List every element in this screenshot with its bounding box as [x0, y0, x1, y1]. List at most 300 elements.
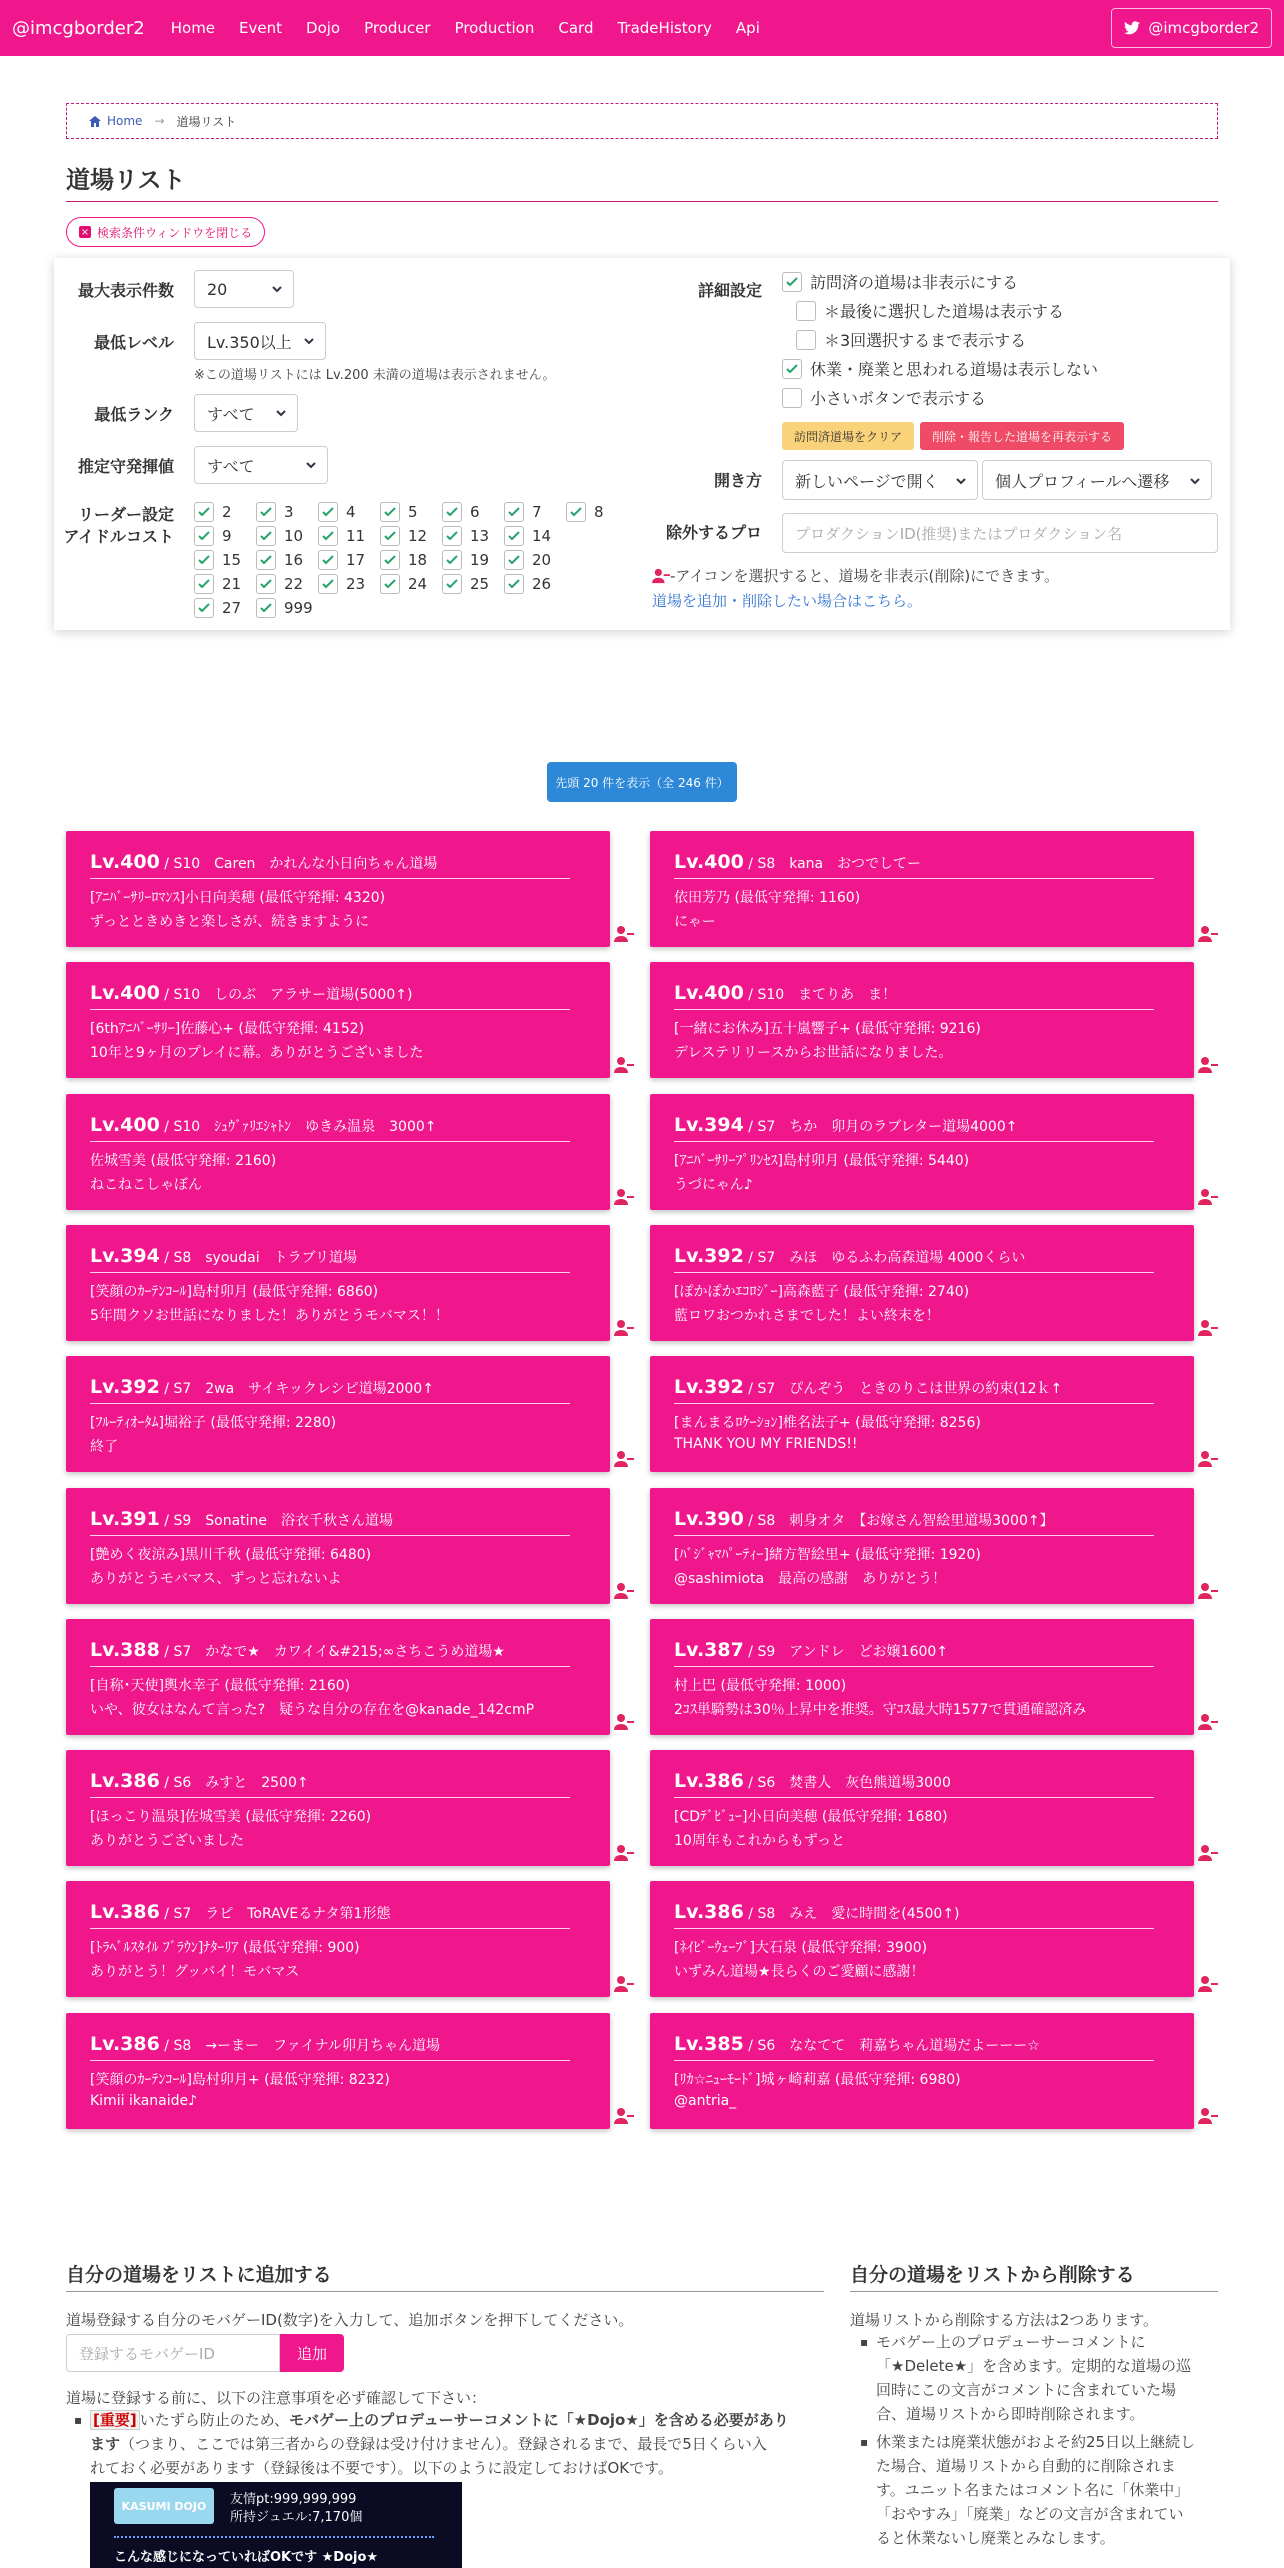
user-icon-note-text: -アイコンを選択すると、道場を非表示(削除)にできます。 — [670, 567, 1059, 585]
dojo-comment: にゃー — [674, 914, 716, 930]
dojo-header — [674, 1901, 1154, 1929]
dojo-level: Lv.400 — [90, 982, 160, 1005]
checkbox-checked[interactable] — [318, 574, 338, 594]
dojo-card[interactable] — [650, 1881, 1194, 1997]
mobage-id-input[interactable]: 登録するモバゲーID — [66, 2334, 280, 2372]
dojo-comment: 藍ロワおつかれさまでした！よい終末を！ — [674, 1307, 940, 1324]
user-minus-icon[interactable] — [614, 1188, 634, 1206]
dojo-card[interactable] — [650, 1750, 1194, 1866]
dojo-meta: / S6 みすと 2500↑ — [159, 1775, 309, 1792]
user-minus-icon[interactable] — [1198, 2107, 1218, 2125]
cost-checkbox[interactable] — [194, 500, 252, 524]
user-minus-icon[interactable] — [614, 1975, 634, 1993]
dojo-card[interactable] — [66, 2013, 610, 2129]
dojo-card[interactable] — [650, 2013, 1194, 2129]
example-line-1: 友情pt:999,999,999 — [230, 2492, 357, 2507]
dojo-header — [674, 1639, 1154, 1667]
caution-bold: モバゲー上のプロデューサーコメントに「★Dojo★」を含める必要があり — [289, 2411, 789, 2429]
remove-bullet-2-line: す。ユニット名またはコメント名に「休業中」 — [876, 2481, 1190, 2499]
remove-bullet-2 — [876, 2430, 1222, 2550]
dojo-level: Lv.386 — [90, 2032, 160, 2055]
breadcrumb-home-label: Home — [107, 114, 143, 128]
dojo-level: Lv.400 — [90, 1113, 160, 1136]
checkbox-unchecked[interactable] — [782, 388, 802, 408]
user-minus-icon[interactable] — [1198, 1844, 1218, 1862]
dojo-meta: / S10 まてりあ ま！ — [743, 987, 897, 1004]
dojo-card[interactable] — [66, 1094, 610, 1210]
dojo-meta: / S10 Caren かれんな小日向ちゃん道場 — [159, 856, 438, 872]
chevron-down-icon — [1189, 475, 1201, 487]
cost-value: 2 — [222, 503, 232, 521]
checkbox-checked[interactable] — [566, 502, 586, 522]
max-count-label: 最大表示件数 — [77, 281, 174, 300]
user-minus-icon[interactable] — [614, 1450, 634, 1468]
dojo-card[interactable] — [66, 1750, 610, 1866]
detail-option-4-label: 休業・廃業と思われる道場は表示しない — [810, 360, 1099, 379]
cost-checkbox[interactable] — [194, 548, 252, 572]
user-minus-icon[interactable] — [614, 925, 634, 943]
checkbox-checked[interactable] — [504, 574, 524, 594]
defense-select[interactable] — [194, 446, 328, 484]
user-minus-icon[interactable] — [614, 1713, 634, 1731]
cost-value: 15 — [222, 551, 242, 569]
nav-event[interactable]: Event — [239, 19, 283, 37]
user-minus-icon[interactable] — [1198, 1188, 1218, 1206]
user-minus-icon[interactable] — [614, 1056, 634, 1074]
dojo-level: Lv.386 — [674, 1770, 744, 1793]
exclude-production-input[interactable]: プロダクションID(推奨)またはプロダクション名 — [782, 513, 1218, 553]
check-icon — [569, 505, 583, 519]
checkbox-checked[interactable] — [194, 526, 214, 546]
close-icon: × — [80, 226, 90, 238]
nav-producer[interactable]: Producer — [364, 19, 431, 37]
remove-bullet-2-line: ▪ 休業または廃業状態がおよそ約25日以上継続し — [876, 2433, 1196, 2451]
dojo-meta: / S8 kana おつでしてー — [743, 856, 921, 872]
cost-value: 5 — [408, 503, 418, 521]
dojo-level: Lv.394 — [674, 1113, 744, 1136]
check-icon — [321, 505, 335, 519]
checkbox-checked[interactable] — [782, 359, 802, 379]
caution-bold-2: ます — [90, 2435, 121, 2453]
dojo-card[interactable] — [66, 831, 610, 947]
dojo-card[interactable] — [66, 1225, 610, 1341]
important-tag: [重要] — [90, 2410, 140, 2430]
breadcrumb-home[interactable] — [89, 114, 142, 128]
dojo-level: Lv.388 — [90, 1638, 160, 1661]
checkbox-unchecked[interactable] — [796, 330, 816, 350]
check-icon — [259, 553, 273, 567]
cost-value: 4 — [346, 503, 356, 521]
min-rank-select[interactable] — [194, 394, 298, 432]
twitter-handle: @imcgborder2 — [1148, 19, 1259, 37]
user-icon-note — [652, 565, 1059, 586]
dojo-header — [90, 1901, 570, 1929]
checkbox-checked[interactable] — [256, 502, 276, 522]
dojo-comment: デレステリリースからお世話になりました。 — [674, 1045, 953, 1062]
dojo-meta: / S8 みえ 愛に時間を(4500↑) — [743, 1906, 960, 1923]
check-icon — [507, 529, 521, 543]
cost-row — [194, 596, 634, 620]
dojo-meta: / S7 2wa サイキックレシピ道場2000↑ — [159, 1381, 434, 1398]
checkbox-checked[interactable] — [318, 550, 338, 570]
remove-bullet-1-line: 回時にこの文言がコメントに含まれていた場 — [876, 2381, 1177, 2399]
checkbox-checked[interactable] — [256, 526, 276, 546]
cost-value: 22 — [284, 575, 304, 593]
dojo-level: Lv.390 — [674, 1507, 744, 1530]
dojo-level: Lv.385 — [674, 2032, 744, 2055]
cost-checkbox[interactable] — [380, 524, 438, 548]
check-icon — [507, 505, 521, 519]
detail-option-5[interactable] — [782, 386, 986, 409]
navbar — [0, 0, 1284, 56]
max-count-select[interactable] — [194, 270, 294, 308]
dojo-level: Lv.400 — [90, 851, 160, 873]
dojo-meta: / S7 ラピ ToRAVEるナタ第1形態 — [159, 1906, 391, 1923]
dojo-header — [674, 851, 1154, 879]
dojo-header — [90, 1114, 570, 1142]
dojo-level: Lv.392 — [674, 1376, 744, 1399]
dojo-meta: / S10 しのぶ アラサー道場(5000↑) — [159, 987, 413, 1004]
dojo-header — [90, 1245, 570, 1273]
dojo-leader: [艶めく夜涼み]黒川千秋 (最低守発揮: 6480) — [90, 1546, 372, 1563]
cost-value: 20 — [532, 551, 552, 569]
cost-checkbox[interactable] — [442, 548, 500, 572]
check-icon — [259, 529, 273, 543]
checkbox-checked[interactable] — [256, 598, 276, 618]
user-minus-icon[interactable] — [1198, 1582, 1218, 1600]
dojo-header — [90, 1639, 570, 1667]
dojo-level: Lv.386 — [90, 1901, 160, 1924]
dojo-card[interactable] — [650, 962, 1194, 1078]
user-minus-icon[interactable] — [614, 1582, 634, 1600]
profile-mode-select[interactable] — [982, 460, 1212, 500]
dojo-leader: [ｱﾆﾊﾞｰｻﾘｰﾌﾟﾘﾝｾｽ]島村卯月 (最低守発揮: 5440) — [674, 1152, 970, 1169]
home-icon — [89, 116, 101, 127]
checkbox-checked[interactable] — [782, 272, 802, 292]
min-level-select[interactable] — [194, 322, 326, 360]
cost-value: 12 — [408, 527, 428, 545]
nav-api[interactable]: Api — [735, 19, 760, 37]
dojo-comment: 終了 — [90, 1439, 118, 1456]
cost-checkbox[interactable] — [442, 572, 500, 596]
dojo-meta: / S7 ちか 卯月のラブレター道場4000↑ — [743, 1118, 1018, 1135]
dojo-leader: [ぽかぽかｴｺﾛｼﾞｰ]高森藍子 (最低守発揮: 2740) — [674, 1283, 970, 1300]
dojo-leader: [ほっこり温泉]佐城雪美 (最低守発揮: 2260) — [90, 1809, 372, 1826]
check-icon — [445, 505, 459, 519]
check-icon — [321, 529, 335, 543]
user-minus-icon[interactable] — [1198, 1056, 1218, 1074]
detail-option-4[interactable] — [782, 357, 1098, 380]
cost-value: 18 — [408, 551, 428, 569]
dojo-leader: [6thｱﾆﾊﾞｰｻﾘｰ]佐藤心+ (最低守発揮: 4152) — [90, 1021, 365, 1038]
checkbox-checked[interactable] — [194, 502, 214, 522]
dojo-level: Lv.392 — [674, 1244, 744, 1267]
checkbox-checked[interactable] — [442, 550, 462, 570]
caution-text-c: れておく必要があります（登録後は不要です）。以下のように設定しておけばOKです。 — [90, 2459, 673, 2477]
check-icon — [383, 505, 397, 519]
user-minus-icon[interactable] — [1198, 925, 1218, 943]
cost-value: 19 — [470, 551, 490, 569]
dojo-meta: / S6 ななてて 莉嘉ちゃん道場だよーーー☆ — [743, 2037, 1040, 2054]
dojo-card[interactable] — [650, 1619, 1194, 1735]
cost-checkbox[interactable] — [256, 596, 314, 620]
min-level-note: ※この道場リストには Lv.200 未満の道場は表示されません。 — [194, 368, 556, 383]
user-minus-icon[interactable] — [1198, 1450, 1218, 1468]
open-mode-label: 開き方 — [713, 471, 762, 490]
caution-bullet — [90, 2408, 830, 2480]
cost-value: 27 — [222, 599, 242, 617]
chevron-down-icon — [955, 475, 967, 487]
check-icon — [197, 505, 211, 519]
check-icon — [197, 553, 211, 567]
cost-checkbox[interactable] — [380, 500, 438, 524]
defense-value: すべて — [207, 456, 255, 476]
add-section-title: 自分の道場をリストに追加する — [66, 2260, 824, 2292]
checkbox-checked[interactable] — [380, 550, 400, 570]
dojo-meta: / S9 Sonatine 浴衣千秋さん道場 — [159, 1512, 394, 1529]
detail-option-3[interactable] — [796, 328, 1026, 351]
dojo-card[interactable] — [66, 1356, 610, 1472]
detail-option-1-label: 訪問済の道場は非表示にする — [810, 273, 1019, 292]
nav-home[interactable]: Home — [170, 19, 216, 37]
nav-dojo[interactable]: Dojo — [306, 19, 341, 37]
check-icon — [445, 529, 459, 543]
cost-checkbox[interactable] — [442, 524, 500, 548]
cost-checkbox[interactable] — [380, 548, 438, 572]
checkbox-checked[interactable] — [194, 574, 214, 594]
dojo-level: Lv.400 — [674, 982, 744, 1005]
dojo-leader: [笑顔のｶｰﾃﾝｺｰﾙ]島村卯月 (最低守発揮: 6860) — [90, 1283, 379, 1300]
checkbox-checked[interactable] — [318, 502, 338, 522]
min-level-value: Lv.350以上 — [207, 332, 292, 352]
checkbox-checked[interactable] — [318, 526, 338, 546]
cost-checkbox[interactable] — [194, 596, 252, 620]
twitter-button[interactable] — [1111, 8, 1272, 48]
example-divider — [114, 2536, 434, 2538]
cost-checkbox[interactable] — [318, 524, 376, 548]
caution-text-a: いたずら防止のため、 — [139, 2411, 290, 2429]
check-icon — [197, 577, 211, 591]
checkbox-checked[interactable] — [504, 550, 524, 570]
dojo-card[interactable] — [650, 1488, 1194, 1604]
check-icon — [383, 577, 397, 591]
checkbox-checked[interactable] — [380, 574, 400, 594]
close-filter-button[interactable] — [66, 217, 265, 247]
dojo-leader: [ﾄﾗﾍﾞﾙｽﾀｲﾙ ﾌﾞﾗｳﾝ]ﾅﾀｰﾘｱ (最低守発揮: 900) — [90, 1940, 360, 1957]
remove-bullet-2-line: た場合、道場リストから自動的に削除されま — [876, 2457, 1176, 2475]
dojo-meta: / S6 焚書人 灰色熊道場3000 — [743, 1775, 951, 1792]
nav-production[interactable]: Production — [454, 19, 535, 37]
user-minus-icon[interactable] — [1198, 1975, 1218, 1993]
brand-link[interactable]: @imcgborder2 — [12, 17, 145, 39]
dojo-leader: [ﾊﾞｼﾞｬﾏﾊﾟｰﾃｨｰ]緒方智絵里+ (最低守発揮: 1920) — [674, 1546, 981, 1563]
cost-checkbox[interactable] — [380, 572, 438, 596]
check-icon — [445, 553, 459, 567]
dojo-leader: [笑顔のｶｰﾃﾝｺｰﾙ]島村卯月+ (最低守発揮: 8232) — [90, 2071, 390, 2088]
dojo-header — [90, 2033, 570, 2061]
remove-bullet-2-line: 「おやすみ」「廃業」などの文言が含まれてい — [876, 2505, 1184, 2523]
dojo-card[interactable] — [66, 962, 610, 1078]
dojo-meta: / S7 みほ ゆるふわ高森道場 4000くらい — [743, 1249, 1026, 1266]
dojo-card[interactable] — [650, 1225, 1194, 1341]
example-badge: KASUMI DOJO — [114, 2488, 214, 2524]
example-line-3: こんな感じになっていればOKです ★Dojo★ — [114, 2550, 379, 2565]
cost-row — [194, 572, 634, 596]
cost-checkbox[interactable] — [256, 572, 314, 596]
dojo-meta: / S8 刺身オタ 【お嫁さん智絵里道場3000↑】 — [743, 1512, 1054, 1529]
dojo-comment: @sashimiota 最高の感謝 ありがとう！ — [674, 1570, 947, 1587]
cost-checkbox[interactable] — [194, 524, 252, 548]
check-icon — [507, 553, 521, 567]
cost-value: 11 — [346, 527, 366, 545]
check-icon — [197, 601, 211, 615]
cost-value: 8 — [594, 503, 604, 521]
checkbox-checked[interactable] — [442, 526, 462, 546]
open-mode-value: 新しいページで開く — [795, 471, 939, 491]
cost-checkbox[interactable] — [504, 500, 562, 524]
breadcrumb-separator: → — [154, 114, 165, 128]
cost-checkbox[interactable] — [504, 524, 562, 548]
show-results-button[interactable]: 先頭 20 件を表示（全 246 件） — [547, 762, 737, 802]
checkbox-checked[interactable] — [194, 550, 214, 570]
check-icon — [321, 577, 335, 591]
dojo-comment: いずみん道場★長らくのご愛顧に感謝！ — [674, 1964, 925, 1981]
checkbox-checked[interactable] — [442, 502, 462, 522]
max-count-value: 20 — [207, 279, 228, 299]
dojo-card[interactable] — [66, 1881, 610, 1997]
detail-option-5-label: 小さいボタンで表示する — [810, 389, 987, 408]
open-mode-select[interactable] — [782, 460, 978, 500]
dojo-header — [674, 2033, 1154, 2061]
filter-panel — [54, 258, 1230, 630]
dojo-leader: [ﾈｲﾋﾞｰｳｪｰﾌﾞ]大石泉 (最低守発揮: 3900) — [674, 1940, 928, 1957]
dojo-card[interactable] — [650, 1356, 1194, 1472]
dojo-level: Lv.392 — [90, 1376, 160, 1399]
check-icon — [507, 577, 521, 591]
checkbox-checked[interactable] — [256, 550, 276, 570]
dojo-leader: [CDﾃﾞﾋﾞｭｰ]小日向美穂 (最低守発揮: 1680) — [674, 1809, 948, 1826]
dojo-card[interactable] — [650, 831, 1194, 947]
cost-label-line1: リーダー設定 — [77, 505, 174, 524]
nav-tradehistory[interactable]: TradeHistory — [617, 19, 712, 37]
chevron-down-icon — [303, 335, 315, 347]
check-icon — [197, 529, 211, 543]
cost-checkbox[interactable] — [318, 572, 376, 596]
checkbox-checked[interactable] — [380, 502, 400, 522]
checkbox-checked[interactable] — [504, 502, 524, 522]
dojo-meta: / S10 ｼｭｳﾞｧﾘｴｼｬﾄﾝ ゆきみ温泉 3000↑ — [159, 1118, 437, 1135]
cost-checkbox[interactable] — [566, 500, 624, 524]
dojo-header — [674, 1245, 1154, 1273]
cost-checkbox[interactable] — [256, 500, 314, 524]
example-comment-image — [90, 2482, 462, 2568]
dojo-card[interactable] — [66, 1488, 610, 1604]
dojo-leader: [一緒にお休み]五十嵐響子+ (最低守発揮: 9216) — [674, 1021, 981, 1038]
chevron-down-icon — [305, 459, 317, 471]
check-icon — [383, 553, 397, 567]
cost-checkbox[interactable] — [442, 500, 500, 524]
cost-value: 21 — [222, 575, 242, 593]
remove-bullet-2-line: ると休業ないし廃業とみなします。 — [876, 2529, 1115, 2547]
redisplay-deleted-button[interactable]: 削除・報告した道場を再表示する — [920, 422, 1124, 450]
page-title: 道場リスト — [66, 160, 1218, 202]
checkbox-unchecked[interactable] — [796, 301, 816, 321]
dojo-comment: Kimii ikanaide♪ — [90, 2092, 198, 2109]
cost-label — [60, 504, 174, 548]
caution-text-b: （つまり、ここでは第三者からの登録は受け付けません）。登録されるまで、最長で5日くらい入 — [120, 2435, 767, 2453]
user-minus-icon[interactable] — [614, 1319, 634, 1337]
dojo-header — [90, 1376, 570, 1404]
user-minus-icon[interactable] — [1198, 1319, 1218, 1337]
checkbox-checked[interactable] — [442, 574, 462, 594]
clear-visited-button[interactable]: 訪問済道場をクリア — [782, 422, 914, 450]
checkbox-checked[interactable] — [256, 574, 276, 594]
dojo-leader: 依田芳乃 (最低守発揮: 1160) — [674, 890, 861, 906]
user-minus-icon[interactable] — [1198, 1713, 1218, 1731]
breadcrumb-current: 道場リスト — [176, 114, 237, 129]
detail-option-2[interactable] — [796, 299, 1064, 322]
dojo-header — [674, 1114, 1154, 1142]
cost-value: 13 — [470, 527, 490, 545]
user-minus-icon[interactable] — [614, 2107, 634, 2125]
profile-mode-value: 個人プロフィールへ遷移 — [995, 471, 1170, 491]
dojo-comment: 5年間クソお世話になりました！ありがとうモバマス！！ — [90, 1307, 449, 1324]
dojo-card[interactable] — [66, 1619, 610, 1735]
check-icon — [259, 601, 273, 615]
dojo-level: Lv.400 — [674, 851, 744, 873]
dojo-meta: / S9 アンドレ どお嬢1600↑ — [743, 1643, 949, 1660]
check-icon — [259, 577, 273, 591]
check-icon — [383, 529, 397, 543]
dojo-card[interactable] — [650, 1094, 1194, 1210]
cost-checkbox[interactable] — [194, 572, 252, 596]
cost-checkbox[interactable] — [256, 548, 314, 572]
dojo-comment: ねこねこしゃぼん — [90, 1176, 202, 1193]
add-remove-link[interactable]: 道場を追加・削除したい場合はこちら。 — [652, 592, 923, 610]
checkbox-checked[interactable] — [194, 598, 214, 618]
cost-value: 17 — [346, 551, 366, 569]
check-icon — [259, 505, 273, 519]
cost-checkbox[interactable] — [318, 548, 376, 572]
checkbox-checked[interactable] — [380, 526, 400, 546]
dojo-comment: 10年と9ヶ月のプレイに幕。ありがとうございました — [90, 1045, 424, 1062]
dojo-meta: / S8 syoudai トラブリ道場 — [159, 1249, 358, 1266]
dojo-header — [90, 982, 570, 1010]
add-caution: 道場に登録する前に、以下の注意事項を必ず確認して下さい： — [66, 2389, 487, 2407]
exclude-label: 除外するプロ — [665, 523, 762, 542]
detail-option-1[interactable] — [782, 270, 1018, 293]
nav-card[interactable]: Card — [558, 19, 594, 37]
remove-bullet-1-line: 合、道場リストから即時削除されます。 — [876, 2405, 1145, 2423]
user-minus-icon[interactable] — [614, 1844, 634, 1862]
check-icon — [785, 275, 799, 289]
cost-checkbox[interactable] — [504, 548, 562, 572]
cost-checkbox[interactable] — [504, 572, 562, 596]
breadcrumb — [66, 103, 1218, 139]
min-rank-value: すべて — [207, 404, 255, 424]
cost-checkbox[interactable] — [318, 500, 376, 524]
dojo-header — [674, 982, 1154, 1010]
add-button[interactable]: 追加 — [280, 2334, 344, 2372]
dojo-comment: いや、彼女はなんて言った? 疑うな自分の存在を@kanade_142cmP — [90, 1701, 535, 1718]
dojo-meta: / S7 かなで★ カワイイ&#215;∞さちこうめ道場★ — [159, 1643, 505, 1660]
cost-checkbox[interactable] — [256, 524, 314, 548]
cost-value: 999 — [284, 599, 313, 617]
dojo-leader: [ﾘｶ☆ﾆｭｰﾓｰﾄﾞ]城ヶ崎莉嘉 (最低守発揮: 6980) — [674, 2071, 961, 2088]
checkbox-checked[interactable] — [504, 526, 524, 546]
min-level-label: 最低レベル — [93, 333, 174, 352]
dojo-level: Lv.387 — [674, 1638, 744, 1661]
